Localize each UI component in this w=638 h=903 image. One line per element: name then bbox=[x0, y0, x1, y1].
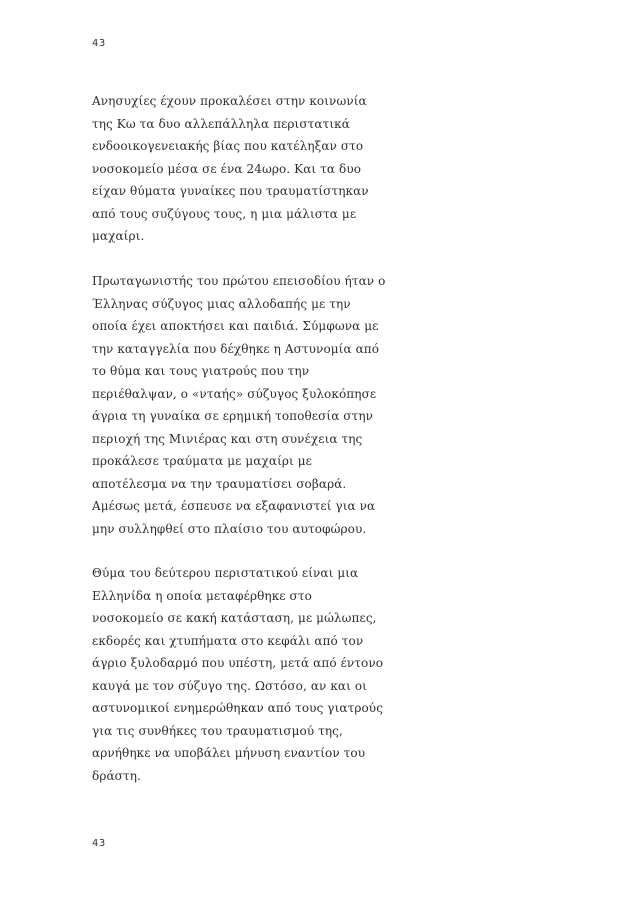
paragraph-line: περιοχή της Μινιέρας και στη συνέχεια της bbox=[92, 431, 363, 446]
paragraph-line: άγριο ξυλοδαρμό που υπέστη, μετά από έντονο bbox=[92, 656, 384, 670]
paragraph-line: νοσοκομείο σε κακή κατάσταση, με μώλωπες, bbox=[92, 611, 377, 625]
paragraph-line: το θύμα και τους γιατρούς που την bbox=[92, 364, 310, 378]
paragraph-line: οποία έχει αποκτήσει και παιδιά. Σύμφωνα με bbox=[92, 319, 379, 333]
paragraph-line: δράστη. bbox=[92, 768, 141, 783]
page-number-top: 43 bbox=[92, 38, 106, 49]
paragraph-line: Ανησυχίες έχουν προκαλέσει στην κοινωνία bbox=[92, 94, 367, 108]
paragraph-line: καυγά με τον σύζυγο της. Ωστόσο, αν και οι bbox=[92, 678, 367, 693]
paragraph-line: από τους συζύγους τους, η μια μάλιστα με bbox=[92, 206, 357, 221]
paragraph-line: για τις συνθήκες του τραυματισμού της, bbox=[92, 723, 343, 738]
paragraph-line: προκάλεσε τραύματα με μαχαίρι με bbox=[92, 454, 312, 468]
paragraph-line: είχαν θύματα γυναίκες που τραυματίστηκαν bbox=[92, 184, 369, 198]
paragraph-3 bbox=[92, 562, 442, 787]
paragraph-line: Έλληνας σύζυγος μιας αλλοδαπής με την bbox=[92, 296, 351, 311]
paragraph-line: μην συλληφθεί στο πλαίσιο του αυτοφώρου. bbox=[92, 521, 367, 536]
paragraph-line: Πρωταγωνιστής του πρώτου επεισοδίου ήταν ο bbox=[92, 274, 386, 288]
paragraph-line: της Κω τα δυο αλλεπάλληλα περιστατικά bbox=[92, 116, 350, 131]
paragraph-line: εκδορές και χτυπήματα στο κεφάλι από τον bbox=[92, 633, 364, 648]
paragraph-1 bbox=[92, 90, 442, 248]
paragraph-line: αποτέλεσμα να την τραυματίσει σοβαρά. bbox=[92, 476, 347, 491]
paragraph-line: Αμέσως μετά, έσπευσε να εξαφανιστεί για να bbox=[92, 499, 376, 513]
paragraph-line: την καταγγελία που δέχθηκε η Αστυνομία από bbox=[92, 341, 380, 356]
paragraph-line: Θύμα του δεύτερου περιστατικού είναι μια bbox=[92, 566, 359, 580]
paragraph-line: περιέθαλψαν, ο «νταής» σύζυγος ξυλοκόπησε bbox=[92, 386, 377, 401]
paragraph-2 bbox=[92, 270, 442, 540]
paragraph-line: αστυνομικοί ενημερώθηκαν από τους γιατρούς bbox=[92, 701, 384, 715]
paragraph-line: αρνήθηκε να υποβάλει μήνυση εναντίον του bbox=[92, 746, 366, 760]
paragraph-line: μαχαίρι. bbox=[92, 229, 145, 243]
paragraph-line: ενδοοικογενειακής βίας που κατέληξαν στο bbox=[92, 139, 364, 153]
paragraph-line: άγρια τη γυναίκα σε ερημική τοποθεσία στην bbox=[92, 409, 374, 423]
paragraph-line: νοσοκομείο μέσα σε ένα 24ωρο. Και τα δυο bbox=[92, 161, 362, 176]
page-number-bottom: 43 bbox=[92, 838, 106, 849]
paragraph-line: Ελληνίδα η οποία μεταφέρθηκε στο bbox=[92, 588, 312, 603]
